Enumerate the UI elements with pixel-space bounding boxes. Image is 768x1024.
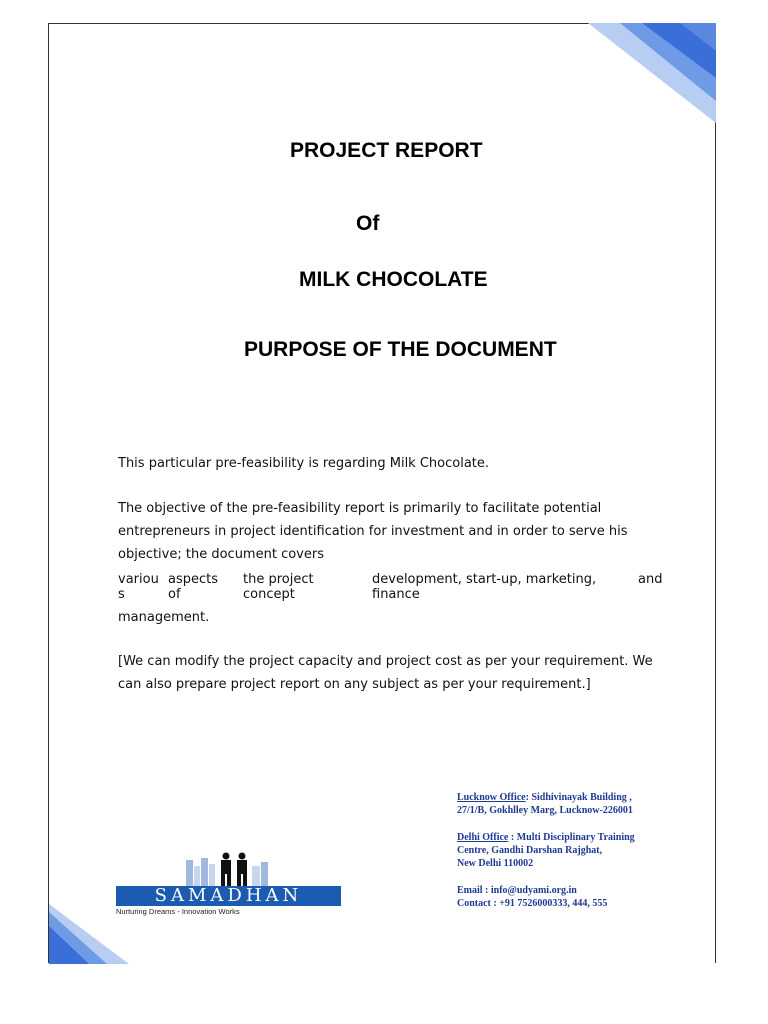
note-line-2: can also prepare project report on any subject as per your requirement.] — [118, 677, 591, 692]
covers-col-5: and — [638, 572, 663, 587]
delhi-office: Delhi Office : Multi Disciplinary Training — [457, 832, 635, 843]
covers-col-2: aspects of — [168, 572, 219, 602]
covers-col-1: variou s — [118, 572, 159, 602]
purpose-heading: PURPOSE OF THE DOCUMENT — [244, 338, 557, 361]
lucknow-office: Lucknow Office: Sidhivinayak Building , — [457, 792, 632, 803]
management-line: management. — [118, 610, 210, 625]
logo-tagline: Nurturing Dreams - Innovation Works — [116, 907, 240, 916]
note-line-1: [We can modify the project capacity and project cost as per your requirement. We — [118, 654, 653, 669]
phone-line[interactable]: Contact : +91 7526000333, 444, 555 — [457, 898, 608, 909]
covers-col-4: development, start-up, marketing, finance — [372, 572, 597, 602]
objective-line-1: The objective of the pre-feasibility report is primarily to facilitate potential — [118, 501, 602, 516]
lucknow-office-link[interactable]: Lucknow Office — [457, 792, 526, 803]
top-right-corner-decoration — [580, 23, 718, 123]
product-title: MILK CHOCOLATE — [299, 268, 488, 291]
covers-col-3: the project concept — [243, 572, 314, 602]
objective-line-3: objective; the document covers — [118, 547, 324, 562]
of-label: Of — [356, 212, 380, 235]
email-line[interactable]: Email : info@udyami.org.in — [457, 885, 577, 896]
report-title: PROJECT REPORT — [290, 139, 483, 162]
delhi-office-link[interactable]: Delhi Office — [457, 832, 509, 843]
objective-line-2: entrepreneurs in project identification for investment and in order to serve his — [118, 524, 628, 539]
delhi-address-line-2: New Delhi 110002 — [457, 858, 534, 869]
page-border — [48, 23, 716, 963]
delhi-address-line-1: Centre, Gandhi Darshan Rajghat, — [457, 845, 603, 856]
logo-wordmark: SAMADHAN — [154, 885, 303, 906]
intro-paragraph: This particular pre-feasibility is regarding Milk Chocolate. — [118, 456, 490, 471]
lucknow-address: 27/1/B, Gokhlley Marg, Lucknow-226001 — [457, 805, 633, 816]
samadhan-logo — [112, 850, 347, 920]
